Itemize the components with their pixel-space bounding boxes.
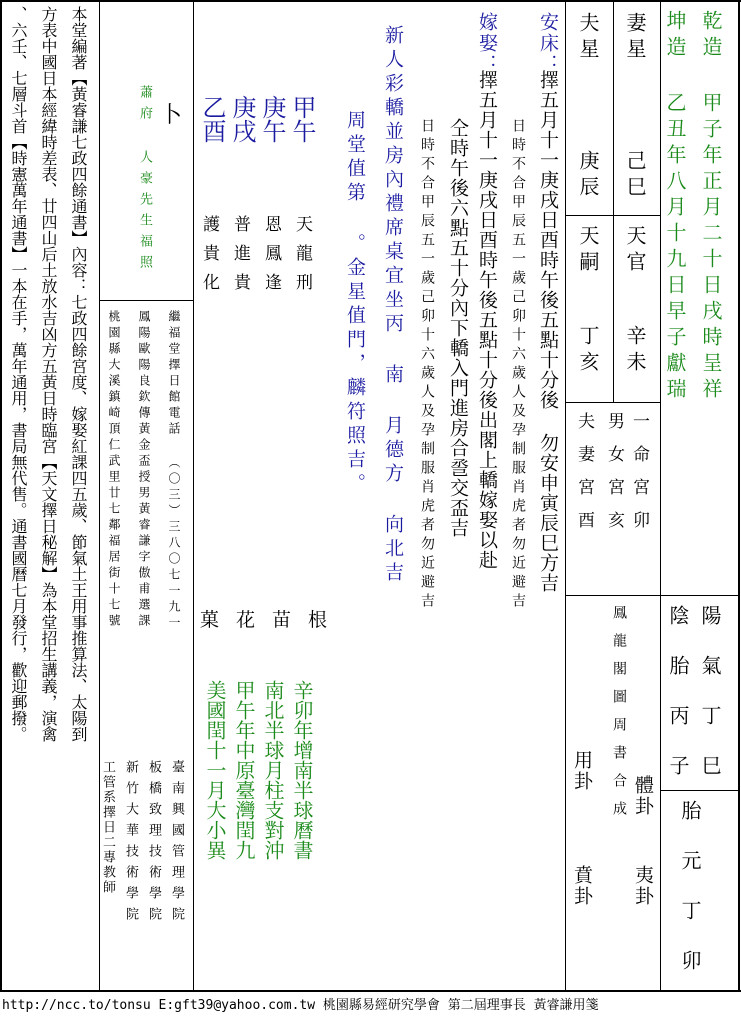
husband-star-value: 庚辰 <box>576 150 600 202</box>
ad-line3: 、六壬、七層斗首【時憲萬年通書】一本在手，萬年通用，書局無代售。通書國曆七月發行，歡迎郵撥。 <box>9 6 28 742</box>
husband-star: 夫星 <box>576 12 600 64</box>
calendar-line3: 甲午年中原臺灣閏九 <box>232 680 256 860</box>
bazi-month: 庚午 <box>258 95 286 143</box>
tiansi-label: 天嗣 <box>576 225 600 277</box>
ad-line1: 本堂編著【黃睿謙七政四餘通書】內容：七政四餘宮度、嫁娶紅課四五歲、節氣土王用事推算法、太陽到 <box>69 6 88 742</box>
frame-bottom <box>0 990 741 992</box>
tianguan-label: 天官 <box>623 225 647 277</box>
anchuang-line2: 日時不合甲辰五一歲己卯十六歲人及孕制服肖虎者勿近避吉 <box>510 118 526 612</box>
frame-right <box>738 0 740 992</box>
palace-fu: 夫妻宮酉 <box>574 412 594 544</box>
calendar-line4: 美國閏十一月大小異 <box>203 680 227 860</box>
frame-top <box>0 0 741 2</box>
stamp-char: 卜 <box>160 103 183 128</box>
yintai: 陰胎丙子 <box>666 605 690 805</box>
taiyuan: 胎元丁卯 <box>678 800 702 1000</box>
palace-nan: 男女宮亥 <box>604 412 624 544</box>
yangqi: 陽氣丁巳 <box>698 605 722 805</box>
divider-main-right <box>565 0 566 990</box>
frame-left <box>0 0 2 992</box>
wife-star-value: 己巳 <box>623 150 647 202</box>
anchuang-line1: 擇五月十一庚戌日酉時午後五點十分後 勿安申寅辰巳方吉 <box>537 70 559 593</box>
divider-gua-h <box>565 595 740 596</box>
gua-yi: 夷卦 <box>632 865 654 907</box>
birth-qianzao: 乾造 甲子年正月二十日戌時呈祥 <box>699 10 723 404</box>
jiaqu-line3: 日時不合甲辰五一歲己卯十六歲人及孕制服肖虎者勿近避吉 <box>419 118 435 612</box>
stars-col1: 天龍刑 <box>292 215 312 302</box>
footer-text: http://ncc.to/tonsu E:gft39@yahoo.com.tw 桃園縣易經研究學會 第二屆理事長 黃睿謙用箋 <box>2 998 599 1013</box>
divider-palace-h <box>565 402 661 403</box>
bazi-day: 庚戌 <box>228 95 256 143</box>
calendar-line1: 辛卯年增南半球曆書 <box>290 680 314 860</box>
jiaqu-line2: 仝時午後六點五十分內下轎入門進房合巹交盃吉 <box>447 118 469 538</box>
divider-ad-right <box>193 0 194 990</box>
palace-ming: 一命宮卯 <box>629 412 649 544</box>
ad-line2: 方表中國日本經緯時差表、廿四山后土放水吉凶方五黃日時臨宮【天文擇日秘解】為本堂招生講義，演禽 <box>39 6 58 742</box>
stars-col2: 恩鳳逢 <box>261 215 281 302</box>
tianguan-value: 辛未 <box>623 325 647 377</box>
school-line3: 新竹大華技術學院 <box>123 760 138 928</box>
xinren-line2: 周堂值第 。金星值門，麟符照吉。 <box>344 110 366 497</box>
studio-line3: 桃園縣大溪鎮崎頂仁武里廿七鄰福居街十七號 <box>107 310 121 630</box>
jiaqu-title: 嫁娶： <box>476 12 498 75</box>
gua-ti: 體卦 <box>632 775 654 817</box>
school-line4: 工管系擇日二專教師 <box>100 760 115 895</box>
gua-yong: 用卦 <box>571 750 593 792</box>
divider-studio <box>99 300 194 301</box>
studio-line1: 繼福堂擇日館電話 （〇三）三八〇七一九一 <box>167 310 181 632</box>
stars-col3: 普進貴 <box>230 215 250 302</box>
stars-col4: 護貴化 <box>199 215 219 302</box>
divider-birth <box>660 0 661 990</box>
root-label: 根苗花菓 <box>200 609 345 631</box>
school-line2: 板橋致理技術學院 <box>146 760 161 928</box>
school-line1: 臺南興國管理學院 <box>169 760 184 928</box>
birth-kunzao: 坤造 乙丑年八月十九日早子獻瑞 <box>663 10 687 404</box>
tiansi-value: 丁亥 <box>576 325 600 377</box>
bazi-hour: 乙酉 <box>198 95 226 143</box>
recipient: 蕭府 人豪先生福照 <box>137 85 152 276</box>
xinren-line1: 新人彩轎並房內禮席桌宜坐丙 南 月德方 向北吉 <box>382 25 404 586</box>
wife-star: 妻星 <box>623 12 647 64</box>
bazi-year: 甲午 <box>288 95 316 143</box>
jiaqu-line1: 擇五月十一庚戌日酉時午後五點十分後出閣上轎嫁娶以赴 <box>476 70 498 570</box>
anchuang-title: 安床： <box>537 12 559 75</box>
divider-wife-v <box>613 0 614 402</box>
gua-credit: 鳳龍閣圖周書合成 <box>611 605 627 829</box>
studio-line2: 鳳陽歐陽良欽傳黃金盃授男黃睿謙字傲甫選課 <box>137 310 151 630</box>
gua-bi: 賁卦 <box>571 865 593 907</box>
calendar-line2: 南北半球月柱支對沖 <box>261 680 285 860</box>
